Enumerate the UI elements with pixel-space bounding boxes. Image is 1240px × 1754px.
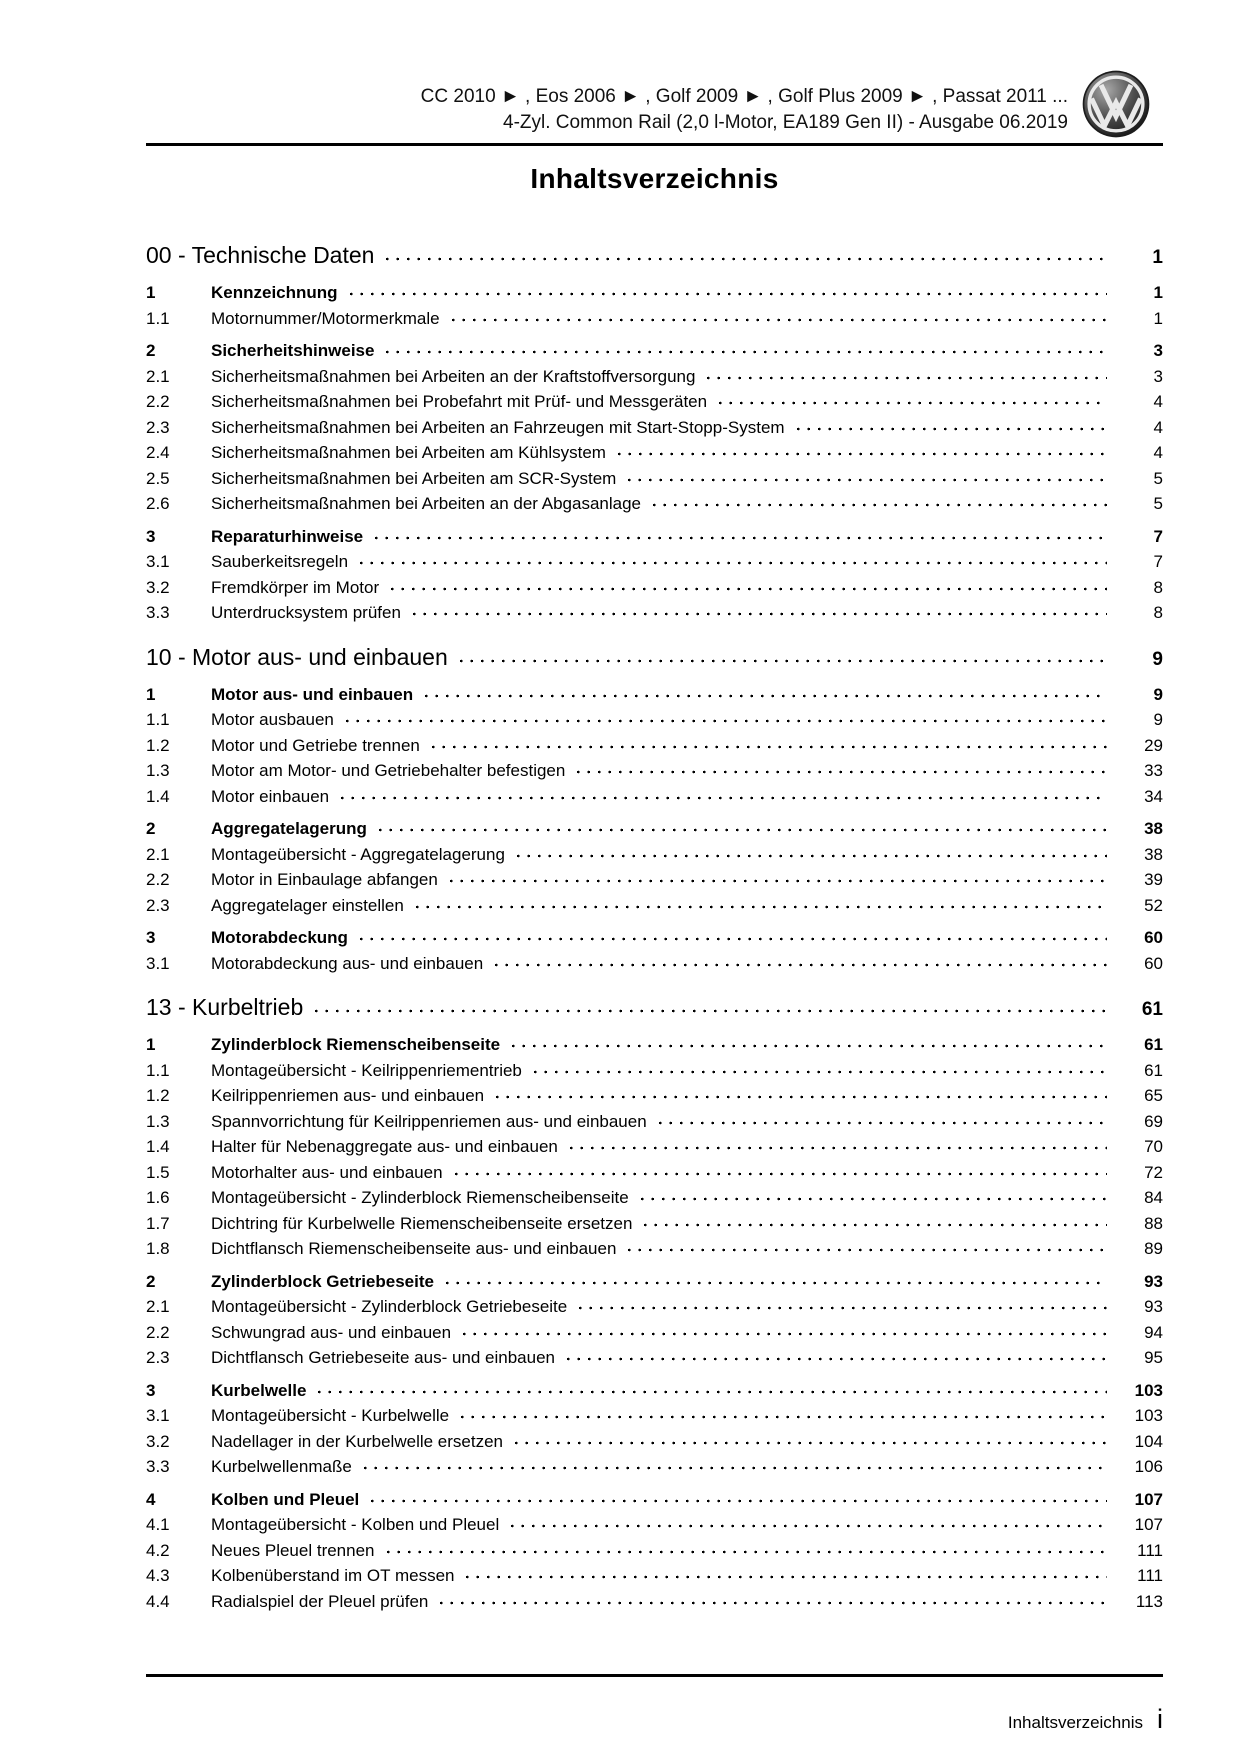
toc-chapter-row[interactable] (146, 240, 1163, 273)
dotted-leader (314, 1389, 1107, 1395)
toc-entry-page-number: 93 (1144, 1271, 1163, 1291)
toc-entry-page-number: 111 (1137, 1540, 1163, 1560)
toc-entry-number: 4.2 (146, 1540, 170, 1560)
toc (146, 240, 1163, 1614)
toc-entry-number: 1 (146, 283, 156, 302)
toc-entry-number: 3 (146, 526, 156, 546)
dotted-leader (624, 477, 1107, 483)
toc-entry-number: 1.1 (146, 308, 170, 328)
toc-entry-row[interactable] (146, 1185, 1163, 1211)
toc-entry-number: 1.7 (146, 1213, 170, 1233)
toc-entry-page-number: 84 (1144, 1188, 1163, 1207)
dotted-leader (492, 1094, 1107, 1100)
toc-entry-title: Montageübersicht - Keilrippenriementrieb (211, 1060, 522, 1080)
dotted-leader (566, 1145, 1107, 1151)
toc-entry-row[interactable] (146, 338, 1163, 364)
dotted-leader (436, 1600, 1107, 1606)
toc-chapter-title: 10 - Motor aus- und einbauen (146, 643, 448, 670)
toc-entry-page-number: 1 (1153, 283, 1163, 302)
toc-entry-number: 1.8 (146, 1239, 170, 1258)
toc-entry-number: 1.5 (146, 1162, 170, 1182)
toc-entry-page-number: 7 (1153, 526, 1163, 546)
dotted-leader (311, 1008, 1107, 1014)
toc-entry-title: Motor ausbauen (211, 710, 334, 729)
toc-entry-row[interactable] (146, 415, 1163, 441)
toc-entry-page-number: 103 (1134, 1406, 1163, 1425)
dotted-leader (360, 1465, 1107, 1471)
header-subtitle-line: 4-Zyl. Common Rail (2,0 l-Motor, EA189 Gen II) - Ausgabe 06.2019 (503, 112, 1068, 133)
toc-entry-row[interactable] (146, 1589, 1163, 1615)
toc-chapter-page-number: 1 (1152, 247, 1163, 268)
toc-entry-number: 2.2 (146, 1322, 170, 1342)
toc-entry-row[interactable] (146, 1294, 1163, 1320)
toc-entry-page-number: 38 (1144, 844, 1163, 864)
toc-entry-row[interactable] (146, 1487, 1163, 1513)
toc-entry-row[interactable] (146, 306, 1163, 332)
dotted-leader (375, 827, 1107, 833)
toc-chapter-row[interactable] (146, 642, 1163, 675)
toc-entry-title: Motorabdeckung (211, 928, 348, 947)
dotted-leader (428, 744, 1107, 750)
toc-entry-page-number: 5 (1153, 468, 1163, 488)
toc-entry-number: 1 (146, 1035, 156, 1054)
toc-entry-title: Aggregatelagerung (211, 819, 367, 838)
dotted-leader (367, 1498, 1107, 1504)
toc-entry-title: Dichtflansch Getriebeseite aus- und einbauen (211, 1348, 555, 1367)
document-footer (146, 1704, 1163, 1734)
dotted-leader (624, 1247, 1107, 1253)
toc-entry-row[interactable] (146, 524, 1163, 550)
toc-entry-title: Montageübersicht - Zylinderblock Getriebeseite (211, 1297, 568, 1316)
toc-entry-row[interactable] (146, 600, 1163, 626)
toc-entry-row[interactable] (146, 280, 1163, 306)
toc-entries (146, 1032, 1163, 1614)
toc-entry-number: 1.4 (146, 786, 170, 806)
toc-entry-title: Radialspiel der Pleuel prüfen (211, 1591, 429, 1611)
toc-entry-number: 1.1 (146, 1060, 170, 1080)
toc-entry-row[interactable] (146, 816, 1163, 842)
toc-chapter-row[interactable] (146, 992, 1163, 1025)
toc-entry-title: Montageübersicht - Zylinderblock Riemenscheibenseite (211, 1188, 629, 1207)
toc-entry-title: Kurbelwelle (211, 1380, 307, 1400)
toc-entry-number: 2 (146, 819, 156, 838)
toc-entry-row[interactable] (146, 1320, 1163, 1346)
dotted-leader (649, 502, 1107, 508)
toc-entry-row[interactable] (146, 389, 1163, 415)
dotted-leader (448, 317, 1107, 323)
toc-entry-row[interactable] (146, 549, 1163, 575)
toc-entry-row[interactable] (146, 466, 1163, 492)
dotted-leader (382, 349, 1107, 355)
toc-entry-row[interactable] (146, 575, 1163, 601)
dotted-leader (793, 426, 1107, 432)
dotted-leader (575, 1305, 1107, 1311)
toc-entry-title: Fremdkörper im Motor (211, 577, 380, 597)
toc-entry-page-number: 39 (1144, 870, 1163, 889)
toc-entry-title: Sicherheitsmaßnahmen bei Arbeiten am SCR-System (211, 468, 617, 488)
toc-entry-number: 2.1 (146, 366, 170, 386)
toc-entry-page-number: 104 (1134, 1431, 1163, 1451)
toc-entry-title: Kolbenüberstand im OT messen (211, 1566, 455, 1585)
toc-entry-title: Motor einbauen (211, 786, 330, 806)
toc-entry-title: Motorabdeckung aus- und einbauen (211, 953, 484, 973)
dotted-leader (563, 1356, 1107, 1362)
toc-entry-row[interactable] (146, 440, 1163, 466)
toc-entry-page-number: 4 (1153, 443, 1163, 462)
toc-entry-number: 3 (146, 1380, 156, 1400)
toc-entry-number: 2.5 (146, 468, 170, 488)
dotted-leader (356, 936, 1107, 942)
toc-entry-title: Motor und Getriebe trennen (211, 735, 420, 755)
dotted-leader (703, 375, 1107, 381)
toc-entry-page-number: 61 (1144, 1035, 1163, 1054)
toc-entry-row[interactable] (146, 1083, 1163, 1109)
toc-entry-number: 1.3 (146, 761, 170, 780)
toc-entry-page-number: 107 (1134, 1489, 1163, 1509)
toc-entry-number: 4 (146, 1489, 156, 1509)
toc-entry-page-number: 34 (1144, 786, 1163, 806)
dotted-leader (421, 693, 1107, 699)
toc-entry-page-number: 94 (1144, 1322, 1163, 1342)
page-title: Inhaltsverzeichnis (530, 163, 779, 194)
toc-entry-row[interactable] (146, 1429, 1163, 1455)
toc-chapter-page-number: 61 (1141, 999, 1163, 1020)
toc-entry-title: Kurbelwellenmaße (211, 1457, 352, 1476)
toc-entry-row[interactable] (146, 491, 1163, 517)
toc-entry-number: 2.2 (146, 392, 170, 411)
toc-entry-number: 3.2 (146, 577, 170, 597)
toc-entry-title: Motor aus- und einbauen (211, 684, 414, 704)
toc-entry-row[interactable] (146, 733, 1163, 759)
toc-entry-page-number: 106 (1134, 1457, 1163, 1476)
toc-entry-page-number: 88 (1144, 1213, 1163, 1233)
toc-entry-row[interactable] (146, 1269, 1163, 1295)
toc-chapter-title: 13 - Kurbeltrieb (146, 994, 304, 1020)
toc-entry-page-number: 52 (1144, 895, 1163, 915)
toc-entry-title: Sicherheitsmaßnahmen bei Arbeiten an der Kraftstoffversorgung (211, 366, 696, 386)
dotted-leader (446, 878, 1107, 884)
toc-entry-page-number: 9 (1153, 684, 1163, 704)
toc-entry-title: Motor in Einbaulage abfangen (211, 870, 438, 889)
toc-entry-page-number: 95 (1144, 1348, 1163, 1367)
toc-entry-page-number: 38 (1144, 819, 1163, 838)
footer-label: Inhaltsverzeichnis (1007, 1713, 1143, 1732)
toc-entry-row[interactable] (146, 364, 1163, 390)
toc-entry-page-number: 5 (1153, 494, 1163, 513)
toc-entry-row[interactable] (146, 1134, 1163, 1160)
toc-entry-number: 3.1 (146, 552, 170, 571)
toc-entry-number: 2.6 (146, 494, 170, 513)
toc-entry-page-number: 89 (1144, 1239, 1163, 1258)
toc-entry-row[interactable] (146, 925, 1163, 951)
dotted-leader (442, 1280, 1107, 1286)
toc-entry-number: 2 (146, 1271, 156, 1291)
toc-entry-row[interactable] (146, 867, 1163, 893)
vw-logo-icon (1082, 70, 1150, 138)
toc-entries (146, 280, 1163, 626)
toc-entry-row[interactable] (146, 758, 1163, 784)
toc-entry-number: 2.1 (146, 844, 170, 864)
toc-entry-title: Montageübersicht - Aggregatelagerung (211, 844, 505, 864)
dotted-leader (513, 853, 1107, 859)
toc-entry-title: Sauberkeitsregeln (211, 552, 349, 571)
toc-entry-page-number: 7 (1153, 552, 1163, 571)
toc-entry-row[interactable] (146, 1032, 1163, 1058)
toc-entry-page-number: 9 (1153, 710, 1163, 729)
dotted-leader (655, 1120, 1107, 1126)
toc-entry-number: 1.3 (146, 1111, 170, 1131)
toc-entry-title: Montageübersicht - Kolben und Pleuel (211, 1515, 500, 1534)
header-divider (146, 143, 1163, 146)
dotted-leader (346, 291, 1107, 297)
toc-entry-row[interactable] (146, 1378, 1163, 1404)
dotted-leader (337, 795, 1107, 801)
toc-entry-page-number: 111 (1137, 1566, 1163, 1585)
dotted-leader (508, 1043, 1107, 1049)
footer-page-number: i (1157, 1704, 1163, 1734)
toc-entry-number: 1.1 (146, 710, 170, 729)
dotted-leader (457, 1414, 1107, 1420)
toc-entry-row[interactable] (146, 1211, 1163, 1237)
toc-entry-page-number: 107 (1134, 1515, 1163, 1534)
toc-entry-title: Sicherheitshinweise (211, 341, 375, 360)
dotted-leader (459, 1331, 1107, 1337)
toc-entry-row[interactable] (146, 1345, 1163, 1371)
dotted-leader (412, 904, 1107, 910)
toc-entry-title: Reparaturhinweise (211, 526, 364, 546)
toc-entry-number: 2.4 (146, 443, 170, 462)
dotted-leader (507, 1523, 1107, 1529)
dotted-leader (640, 1222, 1107, 1228)
toc-entry-row[interactable] (146, 784, 1163, 810)
toc-entry-number: 2.3 (146, 417, 170, 437)
toc-entry-title: Motorhalter aus- und einbauen (211, 1162, 443, 1182)
toc-entry-page-number: 61 (1144, 1060, 1163, 1080)
toc-entry-number: 2 (146, 341, 156, 360)
dotted-leader (342, 718, 1107, 724)
dotted-leader (371, 535, 1107, 541)
toc-entry-row[interactable] (146, 707, 1163, 733)
toc-entry-row[interactable] (146, 1058, 1163, 1084)
toc-section (146, 240, 1163, 626)
toc-entry-title: Sicherheitsmaßnahmen bei Arbeiten an Fahrzeugen mit Start-Stopp-System (211, 417, 785, 437)
toc-entry-title: Dichtring für Kurbelwelle Riemenscheibenseite ersetzen (211, 1213, 633, 1233)
toc-entry-number: 1.4 (146, 1137, 170, 1156)
dotted-leader (383, 1549, 1107, 1555)
toc-entry-page-number: 3 (1153, 341, 1163, 360)
toc-entry-title: Sicherheitsmaßnahmen bei Arbeiten an der Abgasanlage (211, 494, 642, 513)
toc-entry-number: 1.2 (146, 1086, 170, 1105)
toc-entry-title: Kolben und Pleuel (211, 1489, 360, 1509)
toc-entry-title: Halter für Nebenaggregate aus- und einbauen (211, 1137, 558, 1156)
toc-entry-title: Kennzeichnung (211, 283, 338, 302)
dotted-leader (715, 400, 1107, 406)
toc-entry-title: Unterdrucksystem prüfen (211, 603, 401, 622)
toc-entry-page-number: 70 (1144, 1137, 1163, 1156)
toc-entry-row[interactable] (146, 951, 1163, 977)
toc-entry-page-number: 60 (1144, 953, 1163, 973)
toc-entry-title: Dichtflansch Riemenscheibenseite aus- und einbauen (211, 1239, 617, 1258)
toc-entry-number: 3.1 (146, 953, 170, 973)
toc-section (146, 992, 1163, 1614)
toc-entry-number: 4.4 (146, 1591, 170, 1611)
toc-entry-title: Sicherheitsmaßnahmen bei Arbeiten am Kühlsystem (211, 443, 606, 462)
toc-entry-page-number: 4 (1153, 417, 1163, 437)
toc-entry-page-number: 1 (1153, 308, 1163, 328)
toc-entry-row[interactable] (146, 1563, 1163, 1589)
toc-entry-number: 1.6 (146, 1188, 170, 1207)
document-header (421, 84, 1068, 136)
toc-entry-row[interactable] (146, 893, 1163, 919)
toc-entry-row[interactable] (146, 842, 1163, 868)
dotted-leader (511, 1440, 1107, 1446)
dotted-leader (491, 962, 1107, 968)
toc-entry-page-number: 72 (1144, 1162, 1163, 1182)
toc-entry-page-number: 8 (1153, 577, 1163, 597)
toc-entry-number: 2.1 (146, 1297, 170, 1316)
toc-entry-row[interactable] (146, 1109, 1163, 1135)
toc-entry-title: Neues Pleuel trennen (211, 1540, 375, 1560)
toc-entry-title: Aggregatelager einstellen (211, 895, 404, 915)
toc-entry-row[interactable] (146, 1512, 1163, 1538)
toc-entry-title: Zylinderblock Riemenscheibenseite (211, 1035, 501, 1054)
toc-entry-number: 2.2 (146, 870, 170, 889)
toc-entry-page-number: 4 (1153, 392, 1163, 411)
toc-entries (146, 682, 1163, 977)
dotted-leader (530, 1069, 1107, 1075)
toc-entry-title: Spannvorrichtung für Keilrippenriemen aus- und einbauen (211, 1111, 647, 1131)
toc-entry-number: 3 (146, 928, 156, 947)
dotted-leader (573, 769, 1107, 775)
toc-entry-page-number: 93 (1144, 1297, 1163, 1316)
dotted-leader (614, 451, 1107, 457)
dotted-leader (387, 586, 1107, 592)
dotted-leader (356, 560, 1107, 566)
toc-entry-number: 3.3 (146, 1457, 170, 1476)
toc-entry-row[interactable] (146, 1160, 1163, 1186)
toc-entry-page-number: 60 (1144, 928, 1163, 947)
dotted-leader (409, 611, 1107, 617)
toc-entry-page-number: 8 (1153, 603, 1163, 622)
toc-entry-title: Motor am Motor- und Getriebehalter befestigen (211, 761, 566, 780)
dotted-leader (462, 1574, 1107, 1580)
dotted-leader (637, 1196, 1107, 1202)
header-models-line: CC 2010 ► , Eos 2006 ► , Golf 2009 ► , Golf Plus 2009 ► , Passat 2011 ... (420, 86, 1068, 107)
toc-chapter-title: 00 - Technische Daten (146, 242, 375, 268)
toc-chapter-page-number: 9 (1152, 648, 1163, 670)
toc-entry-row[interactable] (146, 1538, 1163, 1564)
toc-entry-row[interactable] (146, 1403, 1163, 1429)
toc-entry-number: 3.1 (146, 1406, 170, 1425)
toc-entry-title: Zylinderblock Getriebeseite (211, 1271, 434, 1291)
toc-entry-number: 3.2 (146, 1431, 170, 1451)
toc-entry-number: 4.1 (146, 1515, 170, 1534)
toc-entry-title: Keilrippenriemen aus- und einbauen (211, 1086, 485, 1105)
toc-entry-row[interactable] (146, 1454, 1163, 1480)
dotted-leader (456, 658, 1107, 664)
toc-entry-number: 4.3 (146, 1566, 170, 1585)
toc-entry-page-number: 69 (1144, 1111, 1163, 1131)
toc-entry-page-number: 3 (1153, 366, 1163, 386)
toc-entry-title: Motornummer/Motormerkmale (211, 308, 440, 328)
toc-entry-title: Nadellager in der Kurbelwelle ersetzen (211, 1431, 503, 1451)
toc-entry-number: 1.2 (146, 735, 170, 755)
toc-section (146, 642, 1163, 977)
toc-entry-number: 3.3 (146, 603, 170, 622)
toc-entry-row[interactable] (146, 682, 1163, 708)
toc-entry-title: Montageübersicht - Kurbelwelle (211, 1406, 450, 1425)
toc-entry-number: 2.3 (146, 895, 170, 915)
toc-entry-page-number: 103 (1134, 1380, 1163, 1400)
dotted-leader (382, 256, 1107, 262)
toc-entry-page-number: 113 (1135, 1591, 1163, 1611)
toc-entry-title: Sicherheitsmaßnahmen bei Probefahrt mit Prüf- und Messgeräten (211, 392, 708, 411)
toc-entry-title: Schwungrad aus- und einbauen (211, 1322, 452, 1342)
footer-divider (146, 1674, 1163, 1677)
toc-entry-page-number: 33 (1144, 761, 1163, 780)
toc-entry-page-number: 65 (1144, 1086, 1163, 1105)
toc-entry-number: 2.3 (146, 1348, 170, 1367)
toc-entry-page-number: 29 (1144, 735, 1163, 755)
dotted-leader (451, 1171, 1107, 1177)
toc-entry-row[interactable] (146, 1236, 1163, 1262)
toc-entry-number: 1 (146, 684, 156, 704)
